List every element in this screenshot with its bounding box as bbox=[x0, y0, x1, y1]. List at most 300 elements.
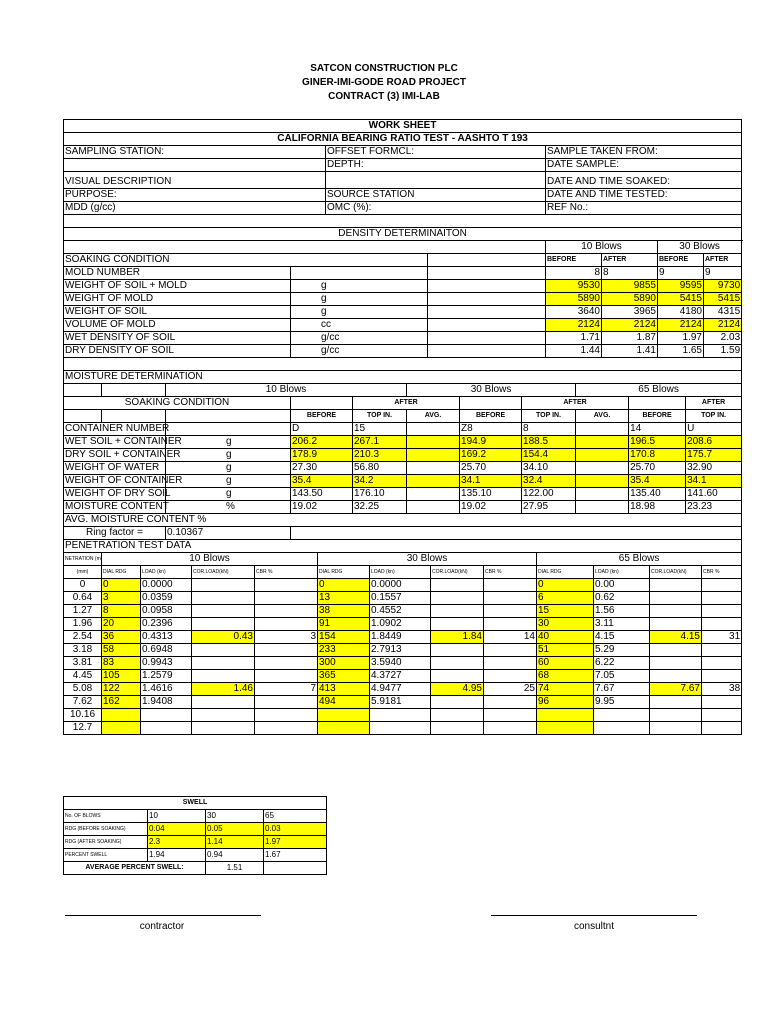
penetration-cell: 74 bbox=[537, 683, 594, 696]
density-row-label: WEIGHT OF SOIL bbox=[64, 306, 291, 319]
table-row bbox=[64, 384, 742, 397]
penetration-cell bbox=[702, 722, 742, 735]
blank-cell bbox=[629, 397, 686, 410]
moisture-value bbox=[576, 501, 629, 514]
penetration-cell: 0.6948 bbox=[141, 644, 192, 657]
penetration-cell bbox=[141, 709, 192, 722]
penetration-cell bbox=[702, 644, 742, 657]
blank-cell bbox=[291, 527, 742, 540]
mm-label: (mm) bbox=[64, 566, 102, 579]
density-row-label: WET DENSITY OF SOIL bbox=[64, 332, 291, 345]
moisture-value bbox=[576, 436, 629, 449]
table-row bbox=[64, 267, 742, 280]
table-row bbox=[64, 501, 742, 514]
penetration-cell bbox=[484, 592, 537, 605]
blank-cell bbox=[428, 306, 546, 319]
density-value: 1.87 bbox=[602, 332, 658, 345]
penetration-cell: 0.9943 bbox=[141, 657, 192, 670]
penetration-cell: 413 bbox=[318, 683, 370, 696]
density-value: 3640 bbox=[546, 306, 602, 319]
after-header: AFTER bbox=[602, 254, 658, 267]
pen-subheader: LOAD (kn) bbox=[370, 566, 431, 579]
before-header: BEFORE bbox=[291, 410, 353, 423]
table-row bbox=[64, 823, 327, 836]
top-header: TOP IN. bbox=[686, 410, 742, 423]
source-station-label: SOURCE STATION bbox=[326, 189, 546, 202]
penetration-cell: 1.8449 bbox=[370, 631, 431, 644]
moisture-value: 196.5 bbox=[629, 436, 686, 449]
table-row bbox=[64, 423, 742, 436]
table-row bbox=[64, 254, 742, 267]
offset-label: OFFSET FORMCL: bbox=[326, 146, 546, 159]
test-title: CALIFORNIA BEARING RATIO TEST - AASHTO T 193 bbox=[64, 133, 742, 146]
penetration-cell bbox=[318, 722, 370, 735]
penetration-cell: 5.29 bbox=[594, 644, 650, 657]
penetration-cell bbox=[484, 618, 537, 631]
density-30-blows: 30 Blows bbox=[658, 241, 742, 254]
penetration-cell: 25 bbox=[484, 683, 537, 696]
penetration-cell bbox=[484, 709, 537, 722]
moisture-penetration-table bbox=[63, 383, 742, 540]
moisture-value bbox=[407, 488, 460, 501]
table-row bbox=[64, 566, 742, 579]
penetration-cell: 0 bbox=[318, 579, 370, 592]
penetration-cell: 91 bbox=[318, 618, 370, 631]
blank-cell bbox=[102, 410, 166, 423]
penetration-cell bbox=[650, 618, 702, 631]
penetration-cell bbox=[702, 579, 742, 592]
density-row-label: WEIGHT OF SOIL + MOLD bbox=[64, 280, 291, 293]
penetration-cell bbox=[650, 579, 702, 592]
penetration-cell: 38 bbox=[318, 605, 370, 618]
penetration-cell: 7.05 bbox=[594, 670, 650, 683]
moisture-value bbox=[576, 449, 629, 462]
penetration-value: 3.18 bbox=[64, 644, 102, 657]
penetration-cell: 3 bbox=[102, 592, 141, 605]
penetration-cell bbox=[141, 722, 192, 735]
penetration-cell bbox=[102, 722, 141, 735]
penetration-cell bbox=[192, 722, 255, 735]
penetration-cell: 8 bbox=[102, 605, 141, 618]
blank-cell bbox=[64, 159, 326, 172]
penetration-cell: 0.43 bbox=[192, 631, 255, 644]
penetration-cell: 154 bbox=[318, 631, 370, 644]
moisture-value: 25.70 bbox=[629, 462, 686, 475]
penetration-cell: 51 bbox=[537, 644, 594, 657]
top-header: TOP IN. bbox=[522, 410, 576, 423]
moisture-value: 188.5 bbox=[522, 436, 576, 449]
density-value: 2.03 bbox=[704, 332, 742, 345]
table-row bbox=[64, 306, 742, 319]
penetration-cell bbox=[192, 644, 255, 657]
penetration-cell bbox=[431, 605, 484, 618]
penetration-cell bbox=[484, 670, 537, 683]
penetration-cell bbox=[370, 722, 431, 735]
penetration-cell: 4.3727 bbox=[370, 670, 431, 683]
penetration-cell bbox=[594, 709, 650, 722]
pen-subheader: CBR % bbox=[255, 566, 318, 579]
company-name: SATCON CONSTRUCTION PLC bbox=[310, 63, 458, 74]
penetration-cell: 162 bbox=[102, 696, 141, 709]
ref-label: REF No.: bbox=[546, 202, 742, 215]
moisture-value: 194.9 bbox=[460, 436, 522, 449]
penetration-cell: 122 bbox=[102, 683, 141, 696]
density-value: 3965 bbox=[602, 306, 658, 319]
before-header: BEFORE bbox=[658, 254, 704, 267]
moisture-value: 19.02 bbox=[291, 501, 353, 514]
table-row bbox=[64, 670, 742, 683]
moisture-row-label: WET SOIL + CONTAINER bbox=[65, 436, 182, 447]
moisture-row-label: MOISTURE CONTENT bbox=[65, 501, 169, 512]
blank-cell bbox=[64, 241, 546, 254]
penetration-cell bbox=[255, 657, 318, 670]
penetration-cell: 1.46 bbox=[192, 683, 255, 696]
penetration-cell bbox=[255, 592, 318, 605]
penetration-cell bbox=[192, 709, 255, 722]
penetration-cell: 0.1557 bbox=[370, 592, 431, 605]
penetration-cell bbox=[484, 696, 537, 709]
consultant-label: consultnt bbox=[573, 921, 615, 932]
table-row bbox=[64, 345, 742, 358]
density-value: 9 bbox=[658, 267, 704, 280]
density-value: 2124 bbox=[704, 319, 742, 332]
density-value: 8 bbox=[546, 267, 602, 280]
moisture-row-label: WEIGHT OF DRY SOIL bbox=[65, 488, 171, 499]
unit-label: cc bbox=[291, 319, 428, 332]
penetration-value: 4.45 bbox=[64, 670, 102, 683]
swell-value: 0.03 bbox=[264, 823, 327, 836]
density-value: 9855 bbox=[602, 280, 658, 293]
moisture-value bbox=[407, 423, 460, 436]
penetration-cell: 68 bbox=[537, 670, 594, 683]
penetration-value: 3.81 bbox=[64, 657, 102, 670]
table-row bbox=[64, 683, 742, 696]
contractor-signature-line bbox=[65, 915, 261, 916]
density-value: 1.71 bbox=[546, 332, 602, 345]
penetration-cell: 83 bbox=[102, 657, 141, 670]
table-row bbox=[64, 358, 742, 371]
moisture-value bbox=[407, 462, 460, 475]
penetration-cell: 0.0958 bbox=[141, 605, 192, 618]
blank-cell bbox=[64, 410, 102, 423]
penetration-cell bbox=[650, 605, 702, 618]
moisture-value: 206.2 bbox=[291, 436, 353, 449]
swell-value: 1.94 bbox=[148, 849, 206, 862]
penetration-cell: 4.15 bbox=[650, 631, 702, 644]
pen-subheader: LOAD (kn) bbox=[594, 566, 650, 579]
table-row bbox=[64, 488, 742, 501]
penetration-cell: 30 bbox=[537, 618, 594, 631]
penetration-cell: 60 bbox=[537, 657, 594, 670]
purpose-label: PURPOSE: bbox=[64, 189, 326, 202]
penetration-cell: 4.95 bbox=[431, 683, 484, 696]
density-value: 8 bbox=[602, 267, 658, 280]
moisture-value: 34.2 bbox=[353, 475, 407, 488]
unit-label: g bbox=[291, 280, 428, 293]
penetration-cell: 233 bbox=[318, 644, 370, 657]
unit-label: g bbox=[166, 462, 291, 475]
blank-cell bbox=[428, 332, 546, 345]
pen-subheader: DIAL RDG bbox=[102, 566, 141, 579]
visual-description-label: VISUAL DESCRIPTION bbox=[64, 172, 326, 189]
blank-cell bbox=[428, 345, 546, 358]
omc-label: OMC (%): bbox=[326, 202, 546, 215]
worksheet-title: WORK SHEET bbox=[64, 120, 742, 133]
moisture-value: 135.10 bbox=[460, 488, 522, 501]
ring-factor-label: Ring factor = bbox=[64, 527, 166, 540]
moisture-value: 178.9 bbox=[291, 449, 353, 462]
table-row bbox=[64, 332, 742, 345]
moisture-soaking-label: SOAKING CONDITION bbox=[64, 397, 291, 410]
table-row bbox=[64, 553, 742, 566]
moisture-row-label: WEIGHT OF WATER bbox=[64, 462, 166, 475]
moisture-value: 34.1 bbox=[460, 475, 522, 488]
penetration-cell bbox=[255, 670, 318, 683]
penetration-cell: 9.95 bbox=[594, 696, 650, 709]
date-sample-label: DATE SAMPLE: bbox=[546, 159, 742, 172]
after-header: AFTER bbox=[353, 397, 460, 410]
moisture-value bbox=[407, 449, 460, 462]
density-value: 9530 bbox=[546, 280, 602, 293]
unit-label: g/cc bbox=[291, 332, 428, 345]
consultant-signature-line bbox=[491, 915, 697, 916]
unit-label bbox=[166, 423, 291, 436]
blank-cell bbox=[428, 280, 546, 293]
avg-swell-value: 1.51 bbox=[206, 862, 264, 875]
cbr-worksheet-table bbox=[63, 119, 742, 384]
penetration-cell bbox=[370, 709, 431, 722]
moisture-value: 15 bbox=[353, 423, 407, 436]
pen-subheader: DIAL RDG bbox=[318, 566, 370, 579]
density-value: 4180 bbox=[658, 306, 704, 319]
moisture-65-blows: 65 Blows bbox=[576, 384, 742, 397]
penetration-cell: 300 bbox=[318, 657, 370, 670]
blank-cell bbox=[428, 267, 546, 280]
density-row-label: MOLD NUMBER bbox=[64, 267, 291, 280]
penetration-cell bbox=[192, 592, 255, 605]
penetration-cell bbox=[192, 579, 255, 592]
penetration-cell: 96 bbox=[537, 696, 594, 709]
penetration-value: 12.7 bbox=[64, 722, 102, 735]
penetration-cell: 0 bbox=[537, 579, 594, 592]
density-row-label: WEIGHT OF MOLD bbox=[64, 293, 291, 306]
table-row bbox=[64, 644, 742, 657]
penetration-value: 0.64 bbox=[64, 592, 102, 605]
table-row bbox=[64, 862, 327, 875]
swell-value: 0.04 bbox=[148, 823, 206, 836]
unit-label: g bbox=[291, 293, 428, 306]
pen-subheader: COR.LOAD(kN) bbox=[650, 566, 702, 579]
density-value: 5415 bbox=[658, 293, 704, 306]
penetration-cell: 0.4313 bbox=[141, 631, 192, 644]
penetration-cell: 1.56 bbox=[594, 605, 650, 618]
penetration-value: 2.54 bbox=[64, 631, 102, 644]
penetration-cell: 1.4616 bbox=[141, 683, 192, 696]
before-header: BEFORE bbox=[460, 410, 522, 423]
density-value: 9730 bbox=[704, 280, 742, 293]
pen-subheader: COR.LOAD(kN) bbox=[192, 566, 255, 579]
penetration-cell bbox=[484, 722, 537, 735]
moisture-value: 169.2 bbox=[460, 449, 522, 462]
before-header: BEFORE bbox=[629, 410, 686, 423]
penetration-cell: 1.0902 bbox=[370, 618, 431, 631]
penetration-cell bbox=[255, 696, 318, 709]
moisture-value: 14 bbox=[629, 423, 686, 436]
pen-subheader: COR.LOAD(kN) bbox=[431, 566, 484, 579]
density-10-blows: 10 Blows bbox=[546, 241, 658, 254]
density-value: 2124 bbox=[658, 319, 704, 332]
penetration-cell bbox=[484, 657, 537, 670]
moisture-value: 23.23 bbox=[686, 501, 742, 514]
moisture-value: 135.40 bbox=[629, 488, 686, 501]
moisture-row-label: DRY SOIL + CONTAINER bbox=[65, 449, 181, 460]
swell-value: 1.97 bbox=[264, 836, 327, 849]
penetration-cell: 7 bbox=[255, 683, 318, 696]
moisture-value bbox=[407, 475, 460, 488]
penetration-cell: 7.67 bbox=[650, 683, 702, 696]
moisture-value: 141.60 bbox=[686, 488, 742, 501]
penetration-cell: 105 bbox=[102, 670, 141, 683]
penetration-cell: 6.22 bbox=[594, 657, 650, 670]
penetration-cell bbox=[192, 605, 255, 618]
moisture-value: 34.1 bbox=[686, 475, 742, 488]
soaking-condition-label: SOAKING CONDITION bbox=[64, 254, 428, 267]
spacer-row bbox=[64, 358, 742, 371]
penetration-cell: 40 bbox=[537, 631, 594, 644]
moisture-value: 35.4 bbox=[291, 475, 353, 488]
penetration-cell bbox=[702, 670, 742, 683]
density-row-label: DRY DENSITY OF SOIL bbox=[64, 345, 291, 358]
penetration-cell bbox=[484, 605, 537, 618]
moisture-value: Z8 bbox=[460, 423, 522, 436]
table-row bbox=[64, 592, 742, 605]
project-name: GINER-IMI-GODE ROAD PROJECT bbox=[302, 77, 466, 88]
moisture-value: 176.10 bbox=[353, 488, 407, 501]
unit-label: g bbox=[166, 475, 291, 488]
blank-cell bbox=[291, 397, 353, 410]
blank-cell bbox=[326, 172, 546, 189]
before-header: BEFORE bbox=[546, 254, 602, 267]
penetration-cell: 3.11 bbox=[594, 618, 650, 631]
penetration-cell bbox=[431, 670, 484, 683]
moisture-title: MOISTURE DETERMINATION bbox=[64, 371, 742, 384]
table-row bbox=[64, 836, 327, 849]
penetration-cell: 3 bbox=[255, 631, 318, 644]
penetration-cell bbox=[650, 696, 702, 709]
penetration-cell bbox=[255, 618, 318, 631]
unit-label bbox=[291, 267, 428, 280]
pen-subheader: LOAD (kn) bbox=[141, 566, 192, 579]
penetration-label: NETRATION (m bbox=[64, 553, 102, 566]
mdd-label: MDD (g/cc) bbox=[64, 202, 326, 215]
moisture-value: 25.70 bbox=[460, 462, 522, 475]
penetration-cell: 15 bbox=[537, 605, 594, 618]
density-value: 1.44 bbox=[546, 345, 602, 358]
blank-cell bbox=[64, 384, 102, 397]
avg-header: AVG. bbox=[407, 410, 460, 423]
table-row bbox=[64, 397, 742, 410]
penetration-cell: 5.9181 bbox=[370, 696, 431, 709]
penetration-cell: 494 bbox=[318, 696, 370, 709]
swell-value: 1.67 bbox=[264, 849, 327, 862]
density-value: 1.59 bbox=[704, 345, 742, 358]
density-value: 5890 bbox=[602, 293, 658, 306]
pen-subheader: CBR % bbox=[484, 566, 537, 579]
after-header: AFTER bbox=[686, 397, 742, 410]
table-row bbox=[64, 449, 742, 462]
after-header: AFTER bbox=[704, 254, 742, 267]
penetration-cell bbox=[702, 618, 742, 631]
table-row bbox=[64, 696, 742, 709]
penetration-cell: 7.67 bbox=[594, 683, 650, 696]
avg-header: AVG. bbox=[576, 410, 629, 423]
penetration-cell bbox=[702, 605, 742, 618]
penetration-cell bbox=[318, 709, 370, 722]
density-value: 9595 bbox=[658, 280, 704, 293]
after-header: AFTER bbox=[522, 397, 629, 410]
penetration-cell bbox=[255, 579, 318, 592]
swell-value: 30 bbox=[206, 810, 264, 823]
swell-row-label: RDG (BEFORE SOAKING) bbox=[64, 823, 148, 836]
density-title: DENSITY DETERMINAITON bbox=[64, 228, 742, 241]
swell-value: 0.05 bbox=[206, 823, 264, 836]
penetration-cell: 36 bbox=[102, 631, 141, 644]
blank-cell bbox=[428, 293, 546, 306]
depth-label: DEPTH: bbox=[326, 159, 546, 172]
pen-subheader: DIAL RDG bbox=[537, 566, 594, 579]
penetration-cell bbox=[255, 722, 318, 735]
moisture-value: 170.8 bbox=[629, 449, 686, 462]
penetration-cell bbox=[431, 579, 484, 592]
table-row bbox=[64, 709, 742, 722]
pen-10-blows: 10 Blows bbox=[102, 553, 318, 566]
blank-cell bbox=[166, 410, 291, 423]
table-row bbox=[64, 293, 742, 306]
table-row bbox=[64, 319, 742, 332]
table-row bbox=[64, 631, 742, 644]
pen-subheader: CBR % bbox=[702, 566, 742, 579]
moisture-value bbox=[576, 488, 629, 501]
penetration-value: 1.27 bbox=[64, 605, 102, 618]
penetration-cell bbox=[192, 696, 255, 709]
moisture-row-label: CONTAINER NUMBER bbox=[65, 423, 170, 434]
table-row bbox=[64, 514, 742, 527]
penetration-cell bbox=[484, 644, 537, 657]
density-value: 2124 bbox=[546, 319, 602, 332]
swell-value: 2.3 bbox=[148, 836, 206, 849]
unit-label: g/cc bbox=[291, 345, 428, 358]
penetration-cell bbox=[192, 657, 255, 670]
moisture-value: 56.80 bbox=[353, 462, 407, 475]
blank-cell bbox=[428, 319, 546, 332]
avg-swell-label: AVERAGE PERCENT SWELL: bbox=[64, 862, 206, 875]
unit-label: g bbox=[166, 449, 291, 462]
density-row-label: VOLUME OF MOLD bbox=[64, 319, 291, 332]
contract-name: CONTRACT (3) IMI-LAB bbox=[328, 91, 440, 102]
penetration-cell: 3.5940 bbox=[370, 657, 431, 670]
penetration-cell bbox=[102, 709, 141, 722]
swell-title: SWELL bbox=[64, 797, 327, 810]
moisture-value: 267.1 bbox=[353, 436, 407, 449]
penetration-cell: 4.15 bbox=[594, 631, 650, 644]
penetration-cell: 4.9477 bbox=[370, 683, 431, 696]
penetration-cell bbox=[650, 644, 702, 657]
moisture-value: 27.95 bbox=[522, 501, 576, 514]
penetration-cell bbox=[192, 670, 255, 683]
moisture-10-blows: 10 Blows bbox=[166, 384, 407, 397]
density-value: 2124 bbox=[602, 319, 658, 332]
penetration-cell: 2.7913 bbox=[370, 644, 431, 657]
